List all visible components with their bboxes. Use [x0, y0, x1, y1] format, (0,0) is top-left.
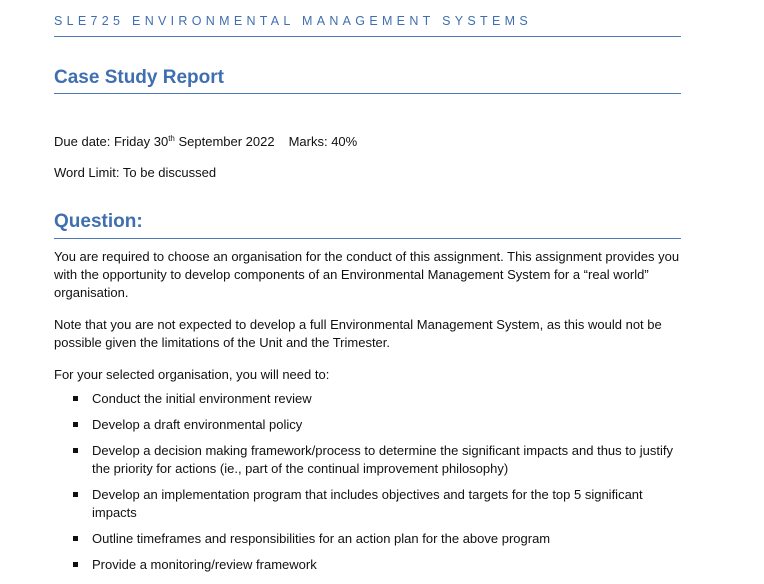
task-text: Develop a draft environmental policy: [92, 417, 303, 432]
task-text: Provide a monitoring/review framework: [92, 557, 317, 572]
bullet-marker: [73, 562, 78, 567]
marks-text: Marks: 40%: [288, 134, 358, 149]
instructions-paragraph: For your selected organisation, you will need to:: [54, 367, 330, 382]
header-divider: [54, 36, 681, 37]
task-text: Outline timeframes and responsibilities for an action plan for the above program: [92, 531, 551, 546]
word-limit: Word Limit: To be discussed: [54, 165, 217, 180]
course-title: SLE725 ENVIRONMENTAL MANAGEMENT SYSTEMS: [54, 14, 532, 28]
title-divider: [54, 93, 681, 94]
task-text: Develop an implementation program that includes objectives and targets for the top 5 significant impacts: [92, 487, 643, 520]
note-paragraph: Note that you are not expected to develop a full Environmental Management System, as this would not be possible given the limitations of the Unit and the Trimester.: [54, 317, 662, 350]
bullet-marker: [73, 448, 78, 453]
intro-paragraph: You are required to choose an organisation for the conduct of this assignment. This assignment provides you with the opportunity to develop components of an Environmental Management System for a “real world” organisation.: [54, 249, 680, 300]
question-divider: [54, 238, 681, 239]
bullet-marker: [73, 492, 78, 497]
question-heading: Question:: [54, 211, 143, 232]
due-date-ordinal: th: [168, 134, 175, 143]
bullet-marker: [73, 396, 78, 401]
task-text: Conduct the initial environment review: [92, 391, 312, 406]
due-date-label: Due date: Friday 30: [54, 134, 169, 149]
report-title: Case Study Report: [54, 67, 224, 88]
due-date-rest: September 2022: [174, 134, 275, 149]
bullet-marker: [73, 536, 78, 541]
bullet-marker: [73, 422, 78, 427]
task-text: Develop a decision making framework/process to determine the significant impacts and thus to justify the priority for actions (ie., part of the continual improvement philosophy): [92, 443, 673, 476]
due-date-line: [54, 134, 357, 149]
